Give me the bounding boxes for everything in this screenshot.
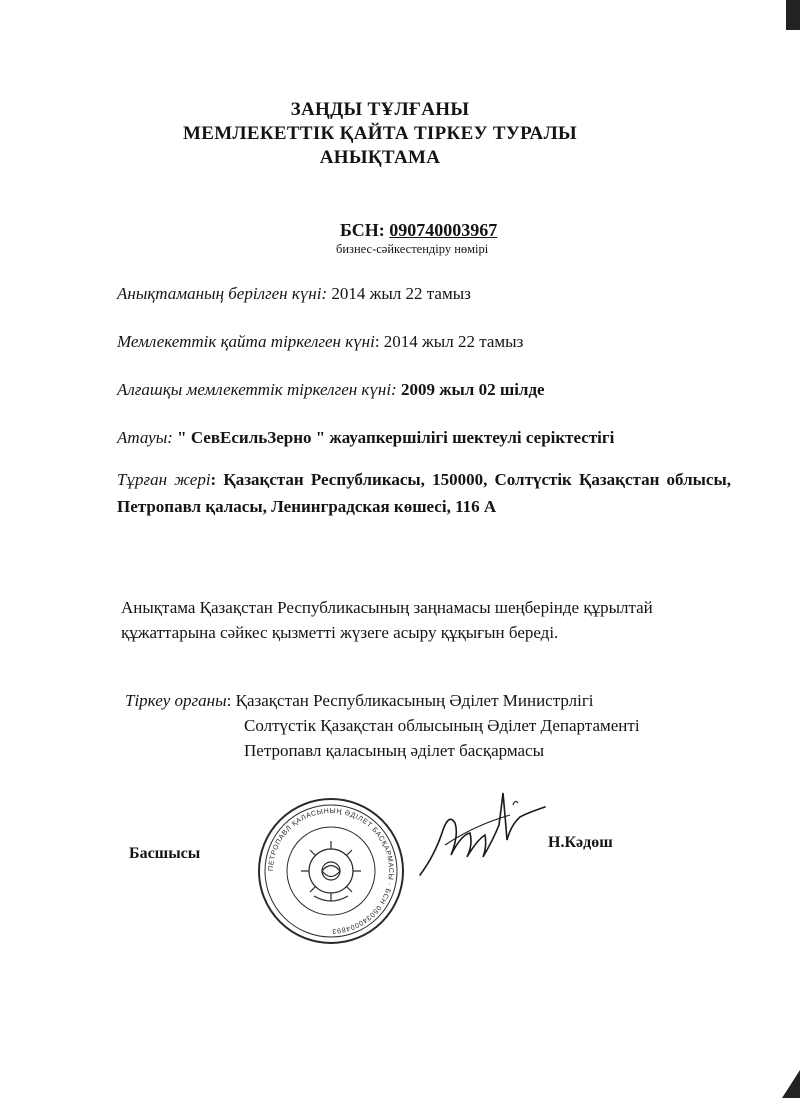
- title-line-2: МЕМЛЕКЕТТІК ҚАЙТА ТІРКЕУ ТУРАЛЫ: [182, 123, 577, 144]
- company-name-label: Атауы:: [117, 428, 173, 447]
- registration-body-office: Петропавл қаласының әділет басқармасы: [244, 741, 545, 760]
- bin-label: БСН:: [340, 220, 390, 240]
- bin-caption: бизнес-сәйкестендіру нөмірі: [336, 242, 489, 256]
- seal-text: ПЕТРОПАВЛ ҚАЛАСЫНЫҢ ӘДІЛЕТ БАСҚАРМАСЫ · БСН 050340004893: [267, 807, 395, 935]
- bin-value: 090740003967: [389, 220, 498, 240]
- company-name-value: " СевЕсильЗерно " жауапкершілігі шектеулі серіктестігі: [172, 428, 615, 447]
- title-line-3: АНЫҚТАМА: [319, 147, 441, 168]
- registration-body: [125, 688, 640, 763]
- issued-date-field: [117, 284, 471, 304]
- rights-paragraph: Анықтама Қазақстан Республикасының заңнамасы шеңберінде құрылтай құжаттарына сәйкес қызметті жүзеге асыру құқығын береді.: [121, 598, 653, 642]
- document-title: [0, 98, 800, 170]
- first-registered-value: 2009 жыл 02 шілде: [396, 380, 545, 399]
- scan-corner-mark: [786, 0, 800, 30]
- issued-date-value: 2014 жыл 22 тамыз: [327, 284, 471, 303]
- first-registered-label: Алғашқы мемлекеттік тіркелген күні:: [117, 380, 397, 399]
- registration-body-line-1: [125, 688, 640, 713]
- registration-body-ministry: : Қазақстан Республикасының Әділет Министрлігі: [226, 691, 594, 710]
- location-label: Тұрған жері: [117, 470, 211, 489]
- location-field: [117, 466, 731, 520]
- signature-icon: [415, 785, 550, 885]
- official-seal: [256, 796, 406, 946]
- location-value: : Қазақстан Республикасы, 150000, Солтүстік Қазақстан облысы, Петропавл қаласы, Ленинградская көшесі, 116 А: [117, 470, 731, 516]
- signatory-role: Басшысы: [129, 845, 201, 862]
- company-name-field: [117, 428, 614, 448]
- signatory-name: Н.Кәдөш: [548, 834, 613, 851]
- title-line-1: ЗАҢДЫ ТҰЛҒАНЫ: [290, 99, 470, 120]
- registration-body-label: Тіркеу органы: [125, 691, 227, 710]
- reregistered-date-field: [117, 332, 523, 352]
- issued-date-label: Анықтаманың берілген күні:: [117, 284, 328, 303]
- reregistered-date-value: : 2014 жыл 22 тамыз: [374, 332, 524, 351]
- registration-body-department: Солтүстік Қазақстан облысының Әділет Департаменті: [244, 716, 640, 735]
- emblem-icon: [301, 841, 361, 901]
- scan-corner-mark: [782, 1070, 800, 1098]
- bin-number: [340, 220, 497, 241]
- reregistered-date-label: Мемлекеттік қайта тіркелген күні: [117, 332, 375, 351]
- first-registered-field: [117, 380, 545, 400]
